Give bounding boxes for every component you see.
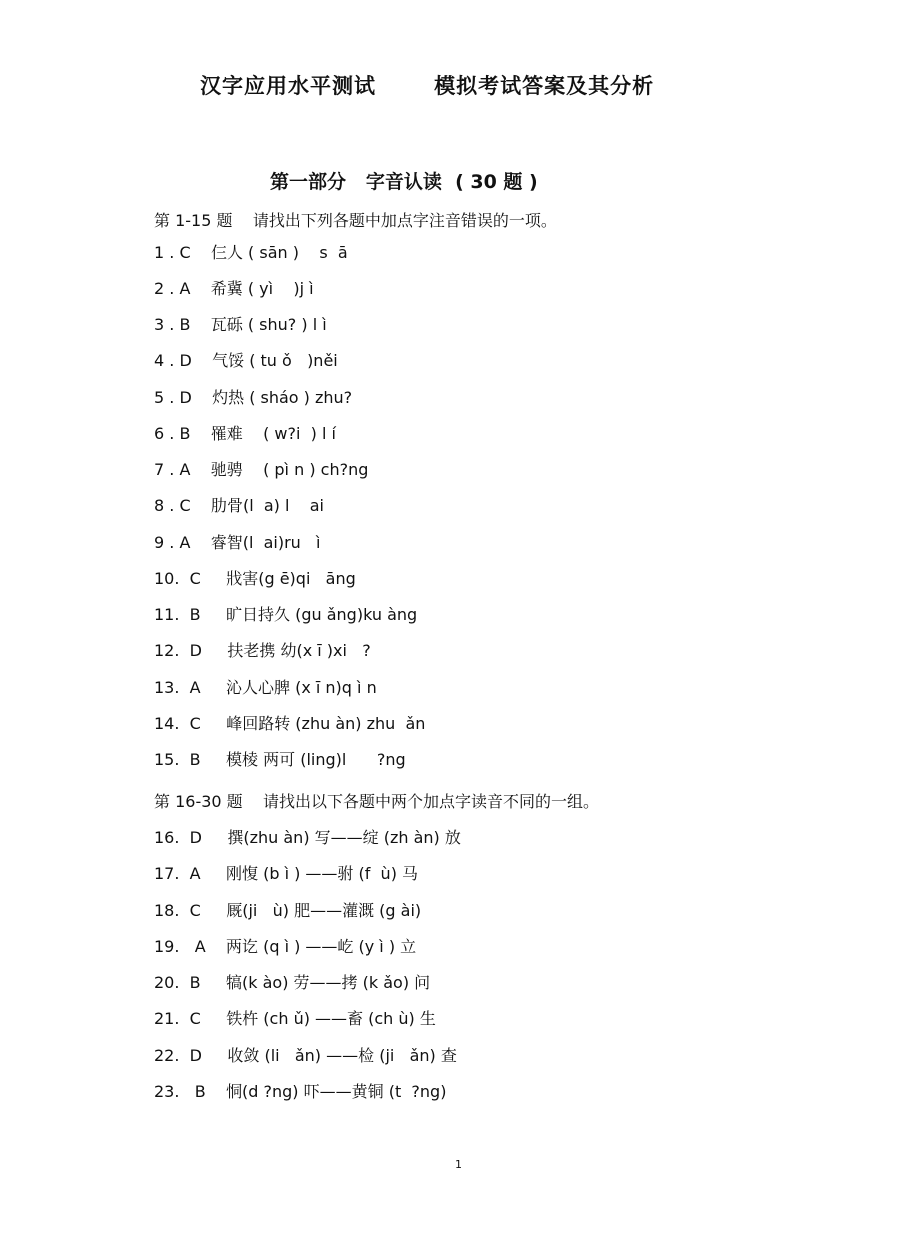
instruction-part2: 第 16-30 题 请找出以下各题中两个加点字读音不同的一组。 [154,792,600,811]
answer-item: 5 . D 灼热 ( sháo ) zhu? [154,388,353,407]
answer-item: 7 . A 驰骋 ( pì n ) ch?ng [154,460,369,479]
answer-item: 12. D 扶老携 幼(x ī )xi ? [154,641,371,660]
answer-item: 13. A 沁人心脾 (x ī n)q ì n [154,678,377,697]
answer-item: 20. B 犒(k ào) 劳——拷 (k ǎo) 问 [154,973,431,992]
answer-item: 10. C 戕害(g ē)qi āng [154,569,356,588]
answer-item: 14. C 峰回路转 (zhu àn) zhu ǎn [154,714,426,733]
answer-item: 1 . C 仨人 ( sān ) s ā [154,243,348,262]
answer-item: 4 . D 气馁 ( tu ǒ )něi [154,351,338,370]
answer-item: 9 . A 睿智(l ai)ru ì [154,533,321,552]
page-number: 1 [455,1158,462,1171]
answer-item: 15. B 模棱 两可 (ling)l ?ng [154,750,406,769]
answer-item: 3 . B 瓦砾 ( shu? ) l ì [154,315,327,334]
answer-item: 16. D 撰(zhu àn) 写——绽 (zh àn) 放 [154,828,461,847]
answer-item: 6 . B 罹难 ( w?i ) l í [154,424,336,443]
answer-item: 17. A 刚愎 (b ì ) ——驸 (f ù) 马 [154,864,419,883]
answer-item: 18. C 厩(ji ù) 肥——灌溉 (g ài) [154,901,422,920]
section-title: 第一部分 字音认读 ( 30 题 ) [270,171,538,193]
answer-item: 21. C 铁杵 (ch ǔ) ——畜 (ch ù) 生 [154,1009,436,1028]
answer-item: 23. B 恫(d ?ng) 吓——黄铜 (t ?ng) [154,1082,447,1101]
answer-item: 11. B 旷日持久 (gu ǎng)ku àng [154,605,418,624]
instruction-part1: 第 1-15 题 请找出下列各题中加点字注音错误的一项。 [154,211,557,230]
answer-item: 22. D 收敛 (li ǎn) ——检 (ji ǎn) 查 [154,1046,457,1065]
answer-item: 8 . C 肋骨(l a) l ai [154,496,324,515]
document-title: 汉字应用水平测试 模拟考试答案及其分析 [200,74,655,98]
answer-item: 19. A 两讫 (q ì ) ——屹 (y ì ) 立 [154,937,417,956]
answer-item: 2 . A 希冀 ( yì )j ì [154,279,314,298]
